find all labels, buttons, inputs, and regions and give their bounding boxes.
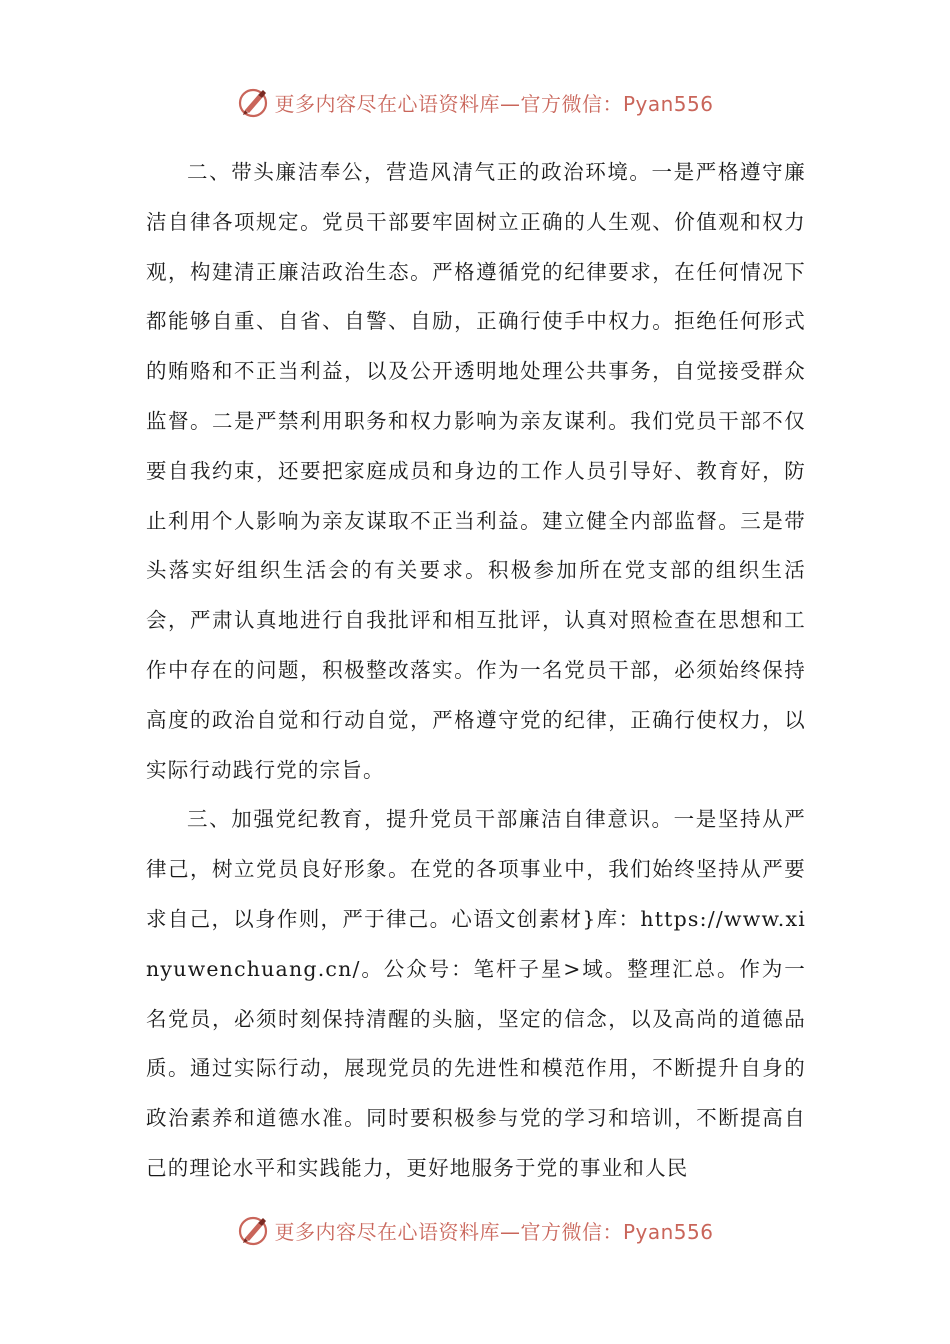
document-body <box>146 148 806 1194</box>
pen-seal-icon <box>236 85 270 119</box>
header-watermark-text: 更多内容尽在心语资料库—官方微信：Pyan556 <box>274 91 714 116</box>
footer-watermark-text: 更多内容尽在心语资料库—官方微信：Pyan556 <box>274 1219 714 1244</box>
pen-seal-icon <box>236 1213 270 1247</box>
paragraph-section-three: 三、加强党纪教育，提升党员干部廉洁自律意识。一是坚持从严律己，树立党员良好形象。在党的各项事业中，我们始终坚持从严要求自己，以身作则，严于律己。心语文创素材}库：https://www.xinyuwenchuang.cn/。公众号：笔杆子星>域。整理汇总。作为一名党员，必须时刻保持清醒的头脑，坚定的信念，以及高尚的道德品质。通过实际行动，展现党员的先进性和模范作用，不断提升自身的政治素养和道德水准。同时要积极参与党的学习和培训，不断提高自己的理论水平和实践能力，更好地服务于党的事业和人民 <box>146 807 806 1180</box>
paragraph-section-two: 二、带头廉洁奉公，营造风清气正的政治环境。一是严格遵守廉洁自律各项规定。党员干部要牢固树立正确的人生观、价值观和权力观，构建清正廉洁政治生态。严格遵循党的纪律要求，在任何情况下都能够自重、自省、自警、自励，正确行使手中权力。拒绝任何形式的贿赂和不正当利益，以及公开透明地处理公共事务，自觉接受群众监督。二是严禁利用职务和权力影响为亲友谋利。我们党员干部不仅要自我约束，还要把家庭成员和身边的工作人员引导好、教育好，防止利用个人影响为亲友谋取不正当利益。建立健全内部监督。三是带头落实好组织生活会的有关要求。积极参加所在党支部的组织生活会，严肃认真地进行自我批评和相互批评，认真对照检查在思想和工作中存在的问题，积极整改落实。作为一名党员干部，必须始终保持高度的政治自觉和行动自觉，严格遵守党的纪律，正确行使权力，以实际行动践行党的宗旨。 <box>146 160 806 782</box>
header-watermark-banner <box>0 82 950 122</box>
footer-watermark-banner <box>0 1210 950 1250</box>
